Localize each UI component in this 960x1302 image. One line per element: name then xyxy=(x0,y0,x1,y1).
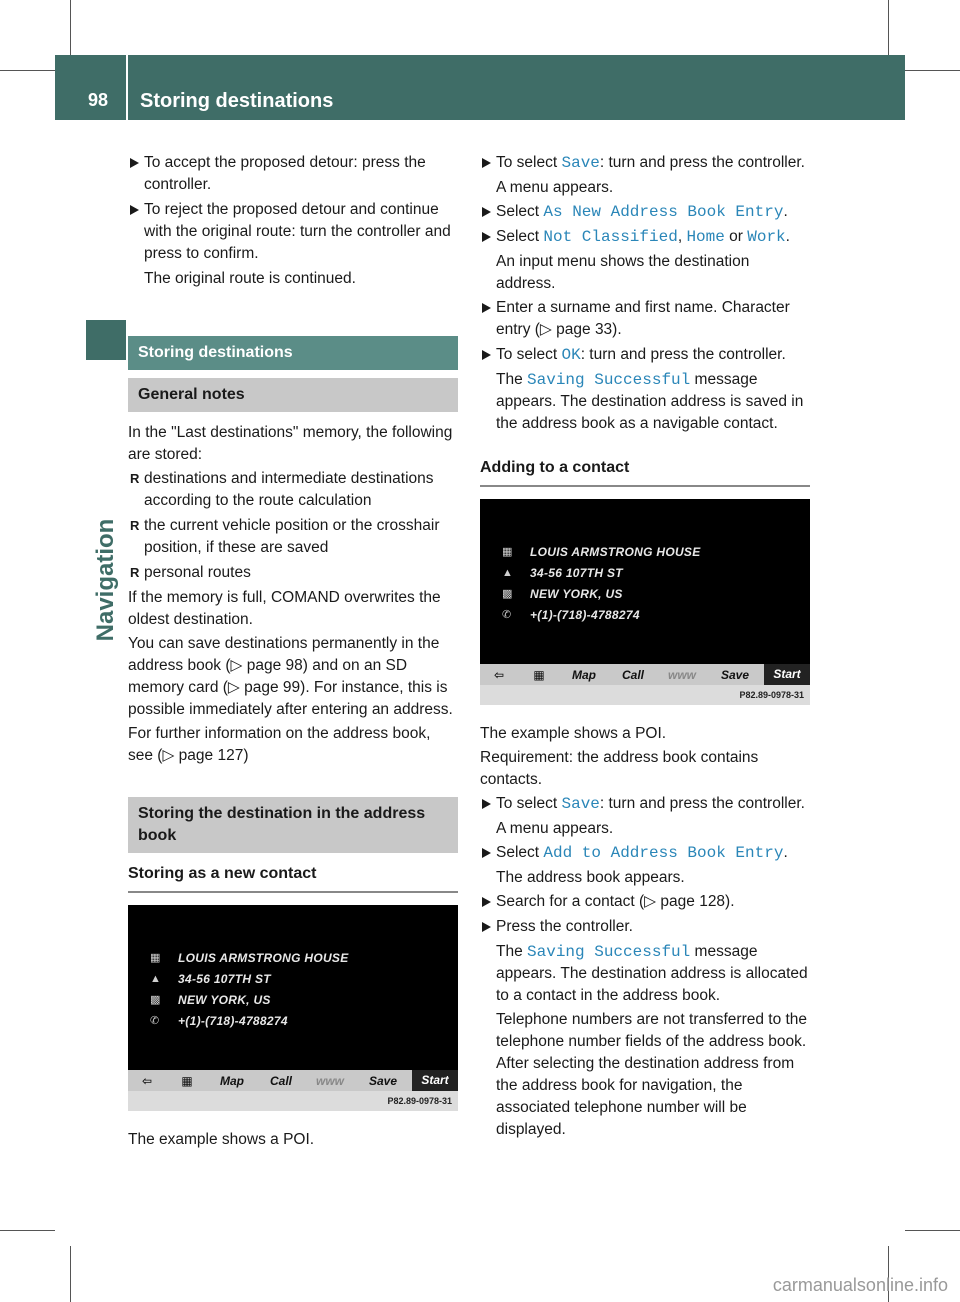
screen-menu-item: Call xyxy=(269,1073,292,1088)
phone-icon: ✆ xyxy=(502,608,512,621)
step-result: The Saving Successful message appears. The destination address is saved in the address book as a navigable contact. xyxy=(496,371,804,432)
step-result: The address book appears. xyxy=(496,869,685,886)
crop-mark xyxy=(905,1230,960,1231)
screen-menu-item: Start xyxy=(764,664,810,685)
side-tab-label: Navigation xyxy=(92,518,119,642)
watermark: carmanualsonline.info xyxy=(772,1275,948,1295)
screen-menu-item: Map xyxy=(220,1073,244,1088)
minor-heading: Storing as a new contact xyxy=(128,863,458,893)
menu-term: Saving Successful xyxy=(527,371,691,389)
comand-screenshot xyxy=(128,905,458,1111)
menu-term: Saving Successful xyxy=(527,943,691,961)
screen-row: LOUIS ARMSTRONG HOUSE xyxy=(178,950,349,965)
menu-term: OK xyxy=(561,346,581,364)
paragraph: Requirement: the address book contains contacts. xyxy=(480,749,759,788)
caption: The example shows a POI. xyxy=(128,1131,315,1148)
crop-mark xyxy=(905,70,960,71)
screen-menu-bar xyxy=(128,1070,458,1091)
house-icon: ▲ xyxy=(150,972,162,985)
step: Enter a surname and first name. Character entry (▷ page 33). xyxy=(480,297,810,341)
menu-term: As New Address Book Entry xyxy=(543,203,784,221)
city-icon: ▩ xyxy=(150,993,161,1006)
crop-mark xyxy=(70,0,71,55)
screen-row: NEW YORK, US xyxy=(178,992,271,1007)
screen-menu-item: Map xyxy=(572,667,596,682)
step-result: A menu appears. xyxy=(496,820,614,837)
screen-menu-item: Start xyxy=(412,1070,458,1091)
crop-mark xyxy=(0,70,55,71)
step: Search for a contact (▷ page 128). xyxy=(480,891,810,913)
right-column xyxy=(480,152,810,1143)
bullet-item: R destinations and intermediate destinations according to the route calculation xyxy=(128,468,458,512)
menu-term: Add to Address Book Entry xyxy=(543,844,784,862)
screen-menu-item: www xyxy=(315,1073,344,1088)
step: Select Not Classified, Home or Work. xyxy=(480,226,810,248)
screen-menu-item: www xyxy=(667,667,696,682)
paragraph: In the "Last destinations" memory, the following are stored: xyxy=(128,424,453,463)
step-result: An input menu shows the destination address. xyxy=(496,253,750,292)
subsection-heading: Storing the destination in the address book xyxy=(128,797,458,853)
screen-row: +(1)-(718)-4788274 xyxy=(530,607,640,622)
page-title: Storing destinations xyxy=(140,90,334,112)
building-icon: ▦ xyxy=(502,545,513,558)
screen-menu-item: Call xyxy=(621,667,644,682)
step-result: A menu appears. xyxy=(496,179,614,196)
screen-menu-item: Save xyxy=(720,667,750,682)
left-column xyxy=(128,152,458,1153)
paragraph: You can save destinations permanently in the address book (▷ page 98) and on an SD memory card (▷ page 99). For instance, this is possible immediately after entering an address. xyxy=(128,635,453,718)
paragraph: For further information on the address book, see (▷ page 127) xyxy=(128,725,431,764)
comand-screenshot xyxy=(480,499,810,705)
options-icon: ▦ xyxy=(181,1073,193,1088)
screen-row: LOUIS ARMSTRONG HOUSE xyxy=(530,544,701,559)
side-marker xyxy=(86,320,126,360)
figure-code: P82.89-0978-31 xyxy=(128,1091,458,1111)
step-result: The Saving Successful message appears. The destination address is allocated to a contact in the address book. xyxy=(496,943,808,1004)
menu-term: Work xyxy=(747,228,786,246)
step: To select Save: turn and press the controller. xyxy=(480,793,810,815)
back-icon: ⇦ xyxy=(141,1073,153,1088)
step: Select As New Address Book Entry. xyxy=(480,201,810,223)
step: To reject the proposed detour and continue with the original route: turn the controller and press to confirm. xyxy=(128,199,458,265)
step: Select Add to Address Book Entry. xyxy=(480,842,810,864)
back-icon: ⇦ xyxy=(493,667,505,682)
menu-term: Save xyxy=(561,795,600,813)
minor-heading: Adding to a contact xyxy=(480,457,810,487)
menu-term: Save xyxy=(561,154,600,172)
screen-row: 34-56 107TH ST xyxy=(530,565,623,580)
figure-code: P82.89-0978-31 xyxy=(480,685,810,705)
bullet-item: R the current vehicle position or the crosshair position, if these are saved xyxy=(128,515,458,559)
phone-icon: ✆ xyxy=(150,1014,160,1027)
screen-menu-bar xyxy=(480,664,810,685)
menu-term: Not Classified xyxy=(543,228,678,246)
header-divider xyxy=(126,55,128,120)
subsection-heading: General notes xyxy=(128,378,458,412)
menu-term: Home xyxy=(686,228,725,246)
step-result: The original route is continued. xyxy=(144,270,356,287)
paragraph: If the memory is full, COMAND overwrites the oldest destination. xyxy=(128,589,441,628)
note: Telephone numbers are not transferred to the telephone number fields of the address book. After selecting the destination address from the address book for navigation, the associated telephone number will be displayed. xyxy=(496,1011,808,1138)
step: To select OK: turn and press the controller. xyxy=(480,344,810,366)
crop-mark xyxy=(0,1230,55,1231)
page-number: 98 xyxy=(88,90,109,110)
screen-row: 34-56 107TH ST xyxy=(178,971,271,986)
options-icon: ▦ xyxy=(533,667,545,682)
screen-row: +(1)-(718)-4788274 xyxy=(178,1013,288,1028)
caption: The example shows a POI. xyxy=(480,725,667,742)
crop-mark xyxy=(70,1246,71,1302)
house-icon: ▲ xyxy=(502,566,514,579)
bullet-item: R personal routes xyxy=(128,562,458,584)
building-icon: ▦ xyxy=(150,951,161,964)
screen-menu-item: Save xyxy=(368,1073,398,1088)
city-icon: ▩ xyxy=(502,587,513,600)
step: To accept the proposed detour: press the controller. xyxy=(128,152,458,196)
step: Press the controller. xyxy=(480,916,810,938)
side-tab xyxy=(86,480,126,680)
step: To select Save: turn and press the controller. xyxy=(480,152,810,174)
section-heading: Storing destinations xyxy=(128,336,458,370)
screen-row: NEW YORK, US xyxy=(530,586,623,601)
crop-mark xyxy=(888,0,889,55)
